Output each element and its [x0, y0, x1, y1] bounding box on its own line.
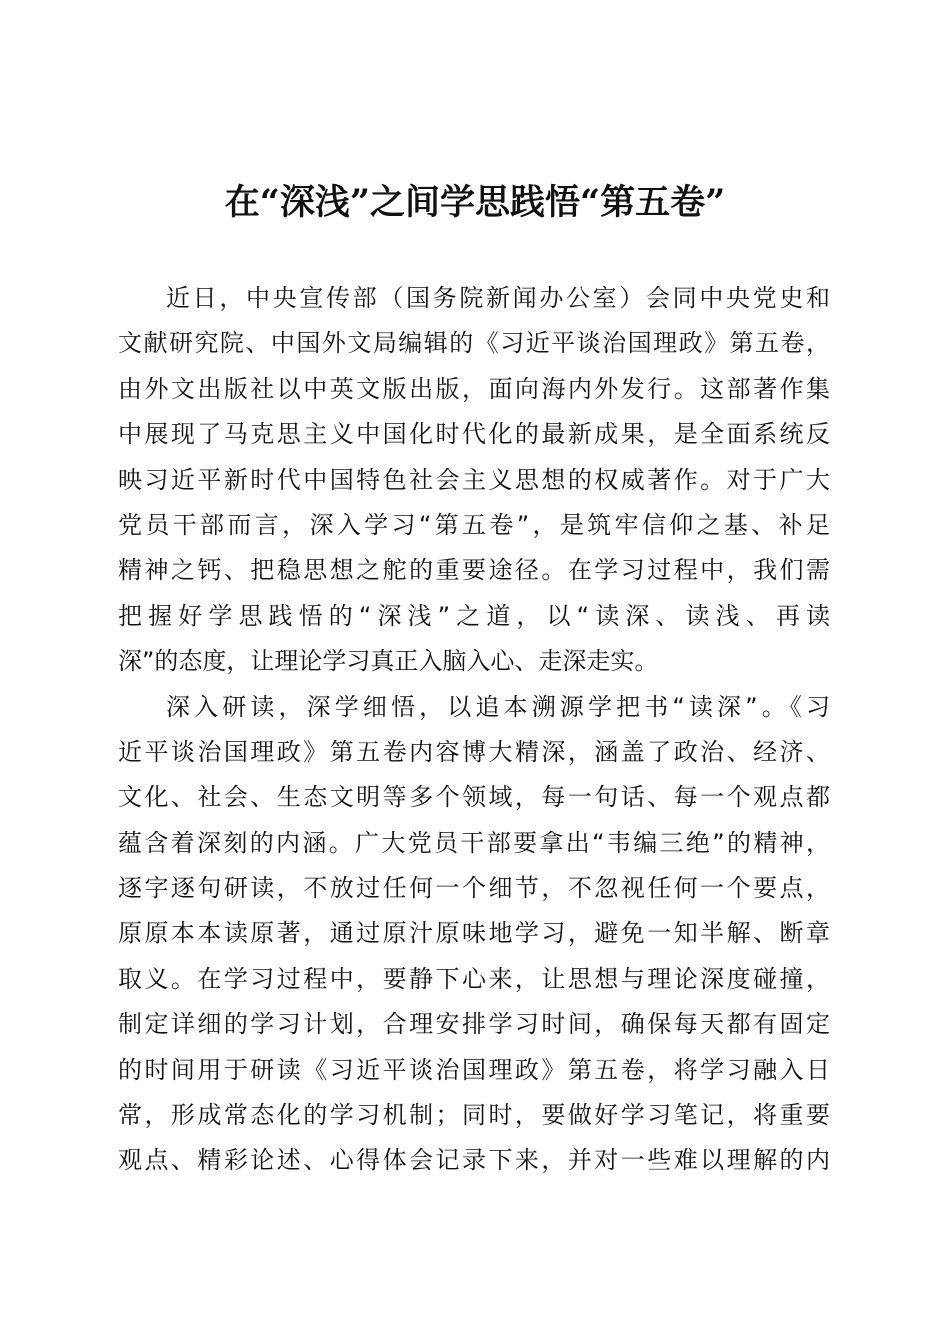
text-line: 映习近平新时代中国特色社会主义思想的权威著作。对于广大 — [118, 465, 830, 494]
text-line: 把握好学思践悟的“深浅”之道，以“读深、读浅、再读 — [118, 601, 830, 630]
text-line: 蕴含着深刻的内涵。广大党员干部要拿出“韦编三绝”的精神， — [118, 828, 830, 857]
paragraph-1 — [118, 276, 830, 685]
text-line: 制定详细的学习计划，合理安排学习时间，确保每天都有固定 — [118, 1010, 830, 1039]
text-line: 深”的态度，让理论学习真正入脑入心、走深走实。 — [118, 647, 659, 676]
text-line: 中展现了马克思主义中国化时代化的最新成果，是全面系统反 — [118, 420, 830, 449]
document-title: 在“深浅”之间学思践悟“第五卷” — [224, 182, 726, 223]
text-line: 近平谈治国理政》第五卷内容博大精深，涵盖了政治、经济、 — [118, 737, 830, 766]
text-line: 常，形成常态化的学习机制；同时，要做好学习笔记，将重要 — [118, 1101, 830, 1130]
document-body — [118, 276, 830, 1184]
text-line: 取义。在学习过程中，要静下心来，让思想与理论深度碰撞， — [118, 964, 830, 993]
text-line: 观点、精彩论述、心得体会记录下来，并对一些难以理解的内 — [118, 1146, 830, 1175]
text-line: 文献研究院、中国外文局编辑的《习近平谈治国理政》第五卷， — [118, 329, 830, 358]
text-line: 由外文出版社以中英文版出版，面向海内外发行。这部著作集 — [118, 374, 830, 403]
text-line: 文化、社会、生态文明等多个领域，每一句话、每一个观点都 — [118, 783, 830, 812]
paragraph-2 — [118, 685, 830, 1184]
text-line: 近日，中央宣传部（国务院新闻办公室）会同中央党史和 — [166, 284, 830, 312]
text-line: 深入研读，深学细悟，以追本溯源学把书“读深”。《习 — [166, 692, 830, 721]
text-line: 原原本本读原著，通过原汁原味地学习，避免一知半解、断章 — [118, 919, 830, 948]
text-line: 的时间用于研读《习近平谈治国理政》第五卷，将学习融入日 — [118, 1055, 830, 1084]
text-line: 党员干部而言，深入学习“第五卷”，是筑牢信仰之基、补足 — [118, 510, 830, 539]
text-line: 精神之钙、把稳思想之舵的重要途径。在学习过程中，我们需 — [118, 556, 830, 585]
text-line: 逐字逐句研读，不放过任何一个细节，不忽视任何一个要点， — [118, 874, 830, 903]
